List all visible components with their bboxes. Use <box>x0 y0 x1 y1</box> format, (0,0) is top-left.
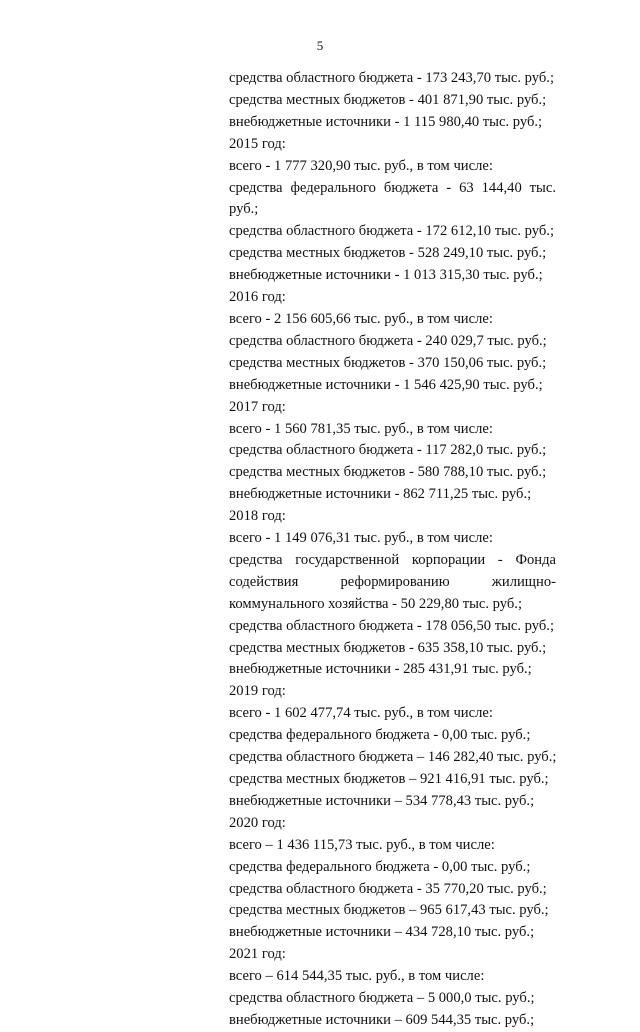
year-heading: 2019 год: <box>229 683 286 700</box>
text-line: средства местных бюджетов - 401 871,90 тыс. руб.; <box>229 91 547 108</box>
text-line: внебюджетные источники - 1 013 315,30 тыс. руб.; <box>229 267 543 284</box>
text-line: внебюджетные источники – 534 778,43 тыс. руб.; <box>229 792 535 809</box>
text-line: средства областного бюджета - 173 243,70 тыс. руб.; <box>229 70 554 86</box>
text-line: средства областного бюджета - 35 770,20 тыс. руб.; <box>229 880 547 897</box>
text-line: средства местных бюджетов - 370 150,06 тыс. руб.; <box>229 354 547 371</box>
text-line: средства областного бюджета - 240 029,7 тыс. руб.; <box>229 332 547 349</box>
total-line: всего - 1 602 477,74 тыс. руб., в том числе: <box>229 705 493 722</box>
text-line: средства областного бюджета – 146 282,40 тыс. руб.; <box>229 749 557 766</box>
text-line: внебюджетные источники - 1 115 980,40 тыс. руб.; <box>229 113 543 130</box>
text-line: содействия реформированию жилищно- <box>229 573 556 590</box>
text-line: средства местных бюджетов – 965 617,43 тыс. руб.; <box>229 902 549 919</box>
year-heading: 2021 год: <box>229 946 286 963</box>
text-line: средства федерального бюджета - 0,00 тыс. руб.; <box>229 858 531 875</box>
total-line: всего - 2 156 605,66 тыс. руб., в том числе: <box>229 310 493 327</box>
text-line: средства местных бюджетов - 580 788,10 тыс. руб.; <box>229 464 547 481</box>
total-line: всего - 1 149 076,31 тыс. руб., в том числе: <box>229 530 493 547</box>
text-line: средства областного бюджета - 172 612,10 тыс. руб.; <box>229 223 554 240</box>
text-line: коммунального хозяйства - 50 229,80 тыс. руб.; <box>229 595 522 612</box>
text-line: средства государственной корпорации - Фонда <box>229 551 556 568</box>
text-line: средства местных бюджетов - 635 358,10 тыс. руб.; <box>229 639 547 656</box>
text-line: средства областного бюджета - 117 282,0 тыс. руб.; <box>229 442 547 459</box>
year-heading: 2018 год: <box>229 508 286 525</box>
text-line: руб.; <box>229 201 259 218</box>
year-heading: 2017 год: <box>229 398 286 415</box>
text-line: средства федерального бюджета - 63 144,40 тыс. <box>229 179 556 196</box>
text-line: внебюджетные источники – 609 544,35 тыс. руб.; <box>229 1011 535 1028</box>
total-line: всего – 1 436 115,73 тыс. руб., в том числе: <box>229 836 495 853</box>
text-line: средства федерального бюджета - 0,00 тыс. руб.; <box>229 727 531 744</box>
year-heading: 2020 год: <box>229 814 286 831</box>
year-heading: 2015 год: <box>229 135 286 152</box>
text-line: средства местных бюджетов – 921 416,91 тыс. руб.; <box>229 771 549 787</box>
page-number: 5 <box>316 38 324 53</box>
funding-text-block <box>229 68 556 1032</box>
year-heading: 2016 год: <box>229 289 286 306</box>
text-line: средства местных бюджетов - 528 249,10 тыс. руб.; <box>229 245 547 262</box>
text-line: средства областного бюджета - 178 056,50 тыс. руб.; <box>229 617 554 634</box>
text-line: внебюджетные источники - 862 711,25 тыс. руб.; <box>229 486 532 503</box>
text-line: средства областного бюджета – 5 000,0 тыс. руб.; <box>229 990 535 1007</box>
text-line: внебюджетные источники - 285 431,91 тыс. руб.; <box>229 661 532 678</box>
total-line: всего - 1 560 781,35 тыс. руб., в том числе: <box>229 420 493 437</box>
total-line: всего – 614 544,35 тыс. руб., в том числе: <box>229 968 485 985</box>
total-line: всего - 1 777 320,90 тыс. руб., в том числе: <box>229 157 493 174</box>
text-line: внебюджетные источники - 1 546 425,90 тыс. руб.; <box>229 376 543 393</box>
text-line: внебюджетные источники – 434 728,10 тыс. руб.; <box>229 924 535 941</box>
